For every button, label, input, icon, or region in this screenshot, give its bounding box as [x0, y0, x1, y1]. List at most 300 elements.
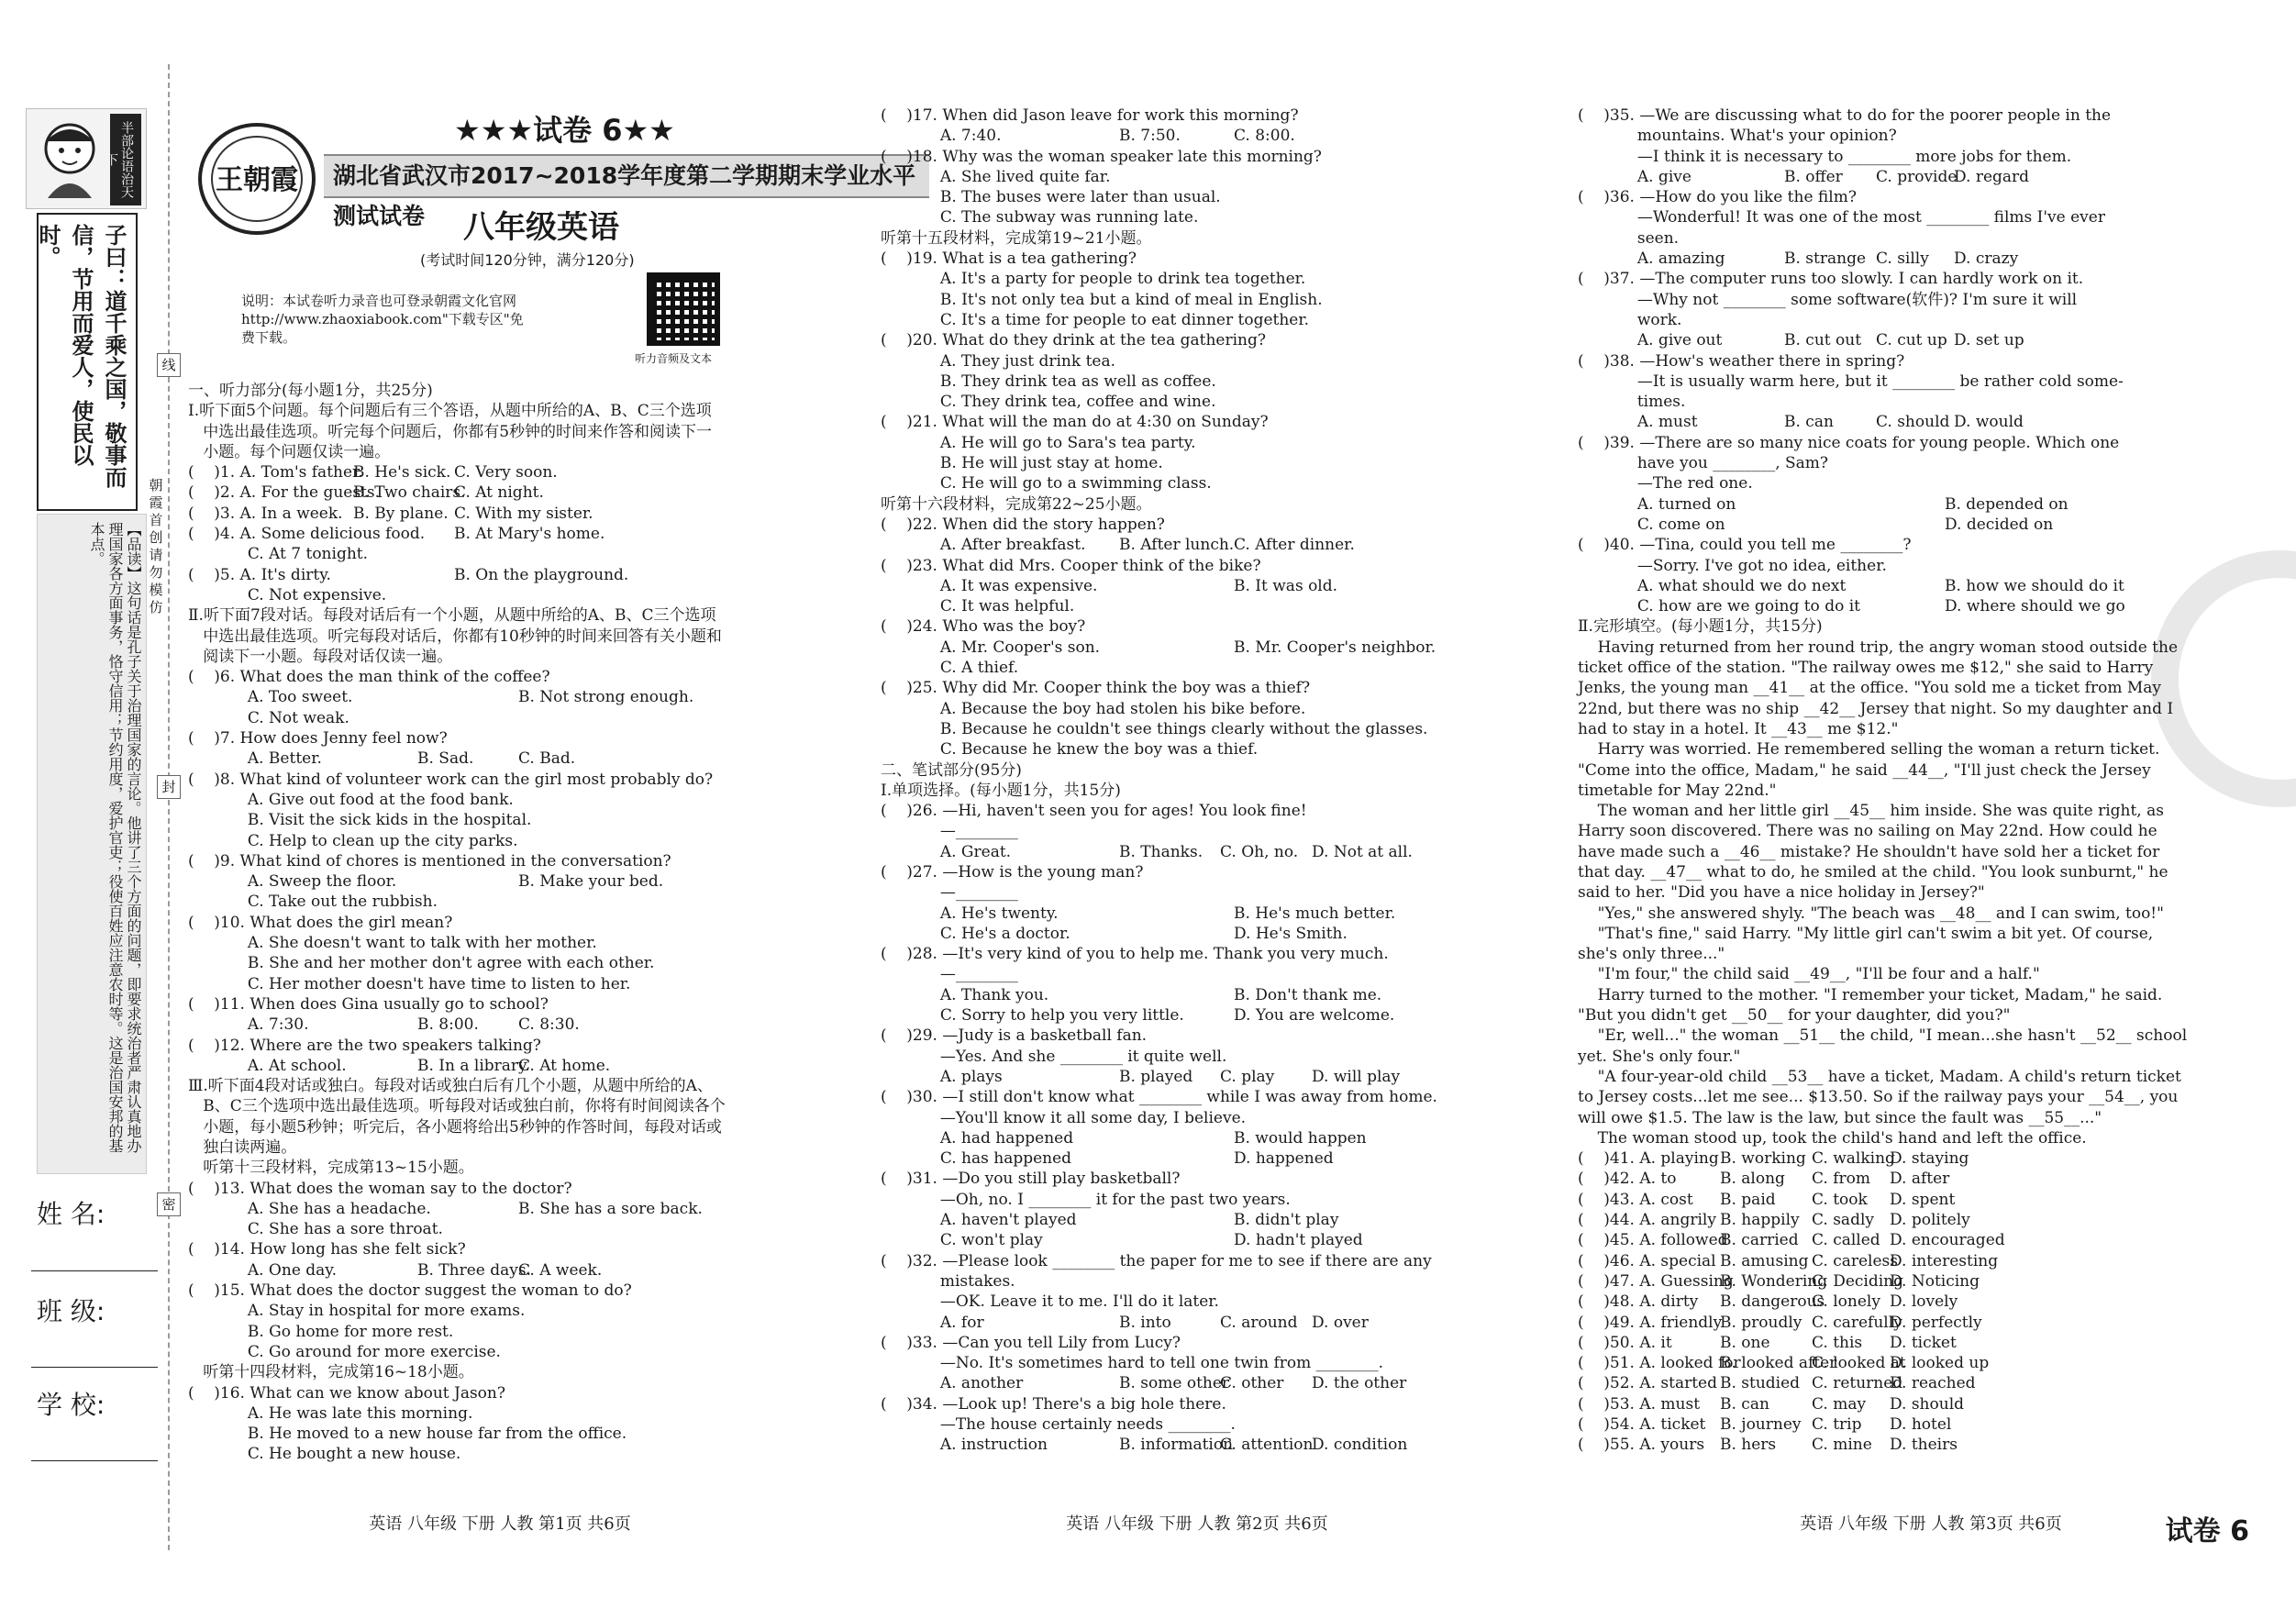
qr-code-icon[interactable]	[647, 272, 720, 346]
option-text: B. It was old.	[1234, 576, 1338, 595]
text-line	[881, 1394, 1514, 1414]
option-text: C. called	[1812, 1231, 1880, 1250]
confucius-cartoon-icon	[31, 114, 108, 202]
line-text: Ⅱ.完形填空。(每小题1分，共15分)	[1578, 617, 1823, 637]
line-text: C. He's a doctor.	[881, 924, 1070, 943]
exam-note	[241, 292, 608, 347]
option-text: D. interesting	[1890, 1251, 1999, 1270]
line-text: ( )25. Why did Mr. Cooper think the boy was a thief?	[881, 679, 1311, 698]
text-line	[1578, 453, 2284, 473]
option-text: B. carried	[1720, 1231, 1799, 1250]
option-text: D. crazy	[1954, 250, 2019, 269]
line-text: ( )51. A. looked for	[1578, 1354, 1741, 1373]
line-text: C. She has a sore throat.	[188, 1220, 443, 1239]
option-text: B. can	[1720, 1394, 1769, 1414]
text-line	[188, 401, 812, 421]
line-text: C. Not weak.	[188, 708, 349, 727]
text-line	[1578, 515, 2284, 535]
line-text: ( )2. A. For the guests.	[188, 483, 381, 503]
text-line	[1578, 944, 2284, 964]
text-line	[1578, 781, 2284, 801]
option-text: B. After lunch.	[1119, 536, 1235, 555]
line-text: A. Better.	[188, 749, 322, 769]
line-text: —I think it is necessary to ________ more jobs for them.	[1578, 147, 2072, 166]
option-text: D. set up	[1954, 331, 2024, 350]
option-text: D. reached	[1890, 1374, 1976, 1393]
text-line	[188, 1239, 812, 1259]
line-text: ( )38. —How's weather there in spring?	[1578, 351, 1905, 371]
sidebar-seal: 半部论语治天下	[110, 114, 141, 205]
line-text: ( )26. —Hi, haven't seen you for ages! You look fine!	[881, 802, 1307, 821]
page-2-footer: 英语 八年级 下册 人教 第2页 共6页	[1066, 1514, 1328, 1534]
name-label: 姓 名:	[37, 1199, 105, 1229]
option-text: B. would happen	[1234, 1128, 1367, 1148]
text-line	[1578, 269, 2284, 289]
text-line	[1578, 576, 2284, 596]
text-line	[881, 535, 1514, 555]
text-line	[1578, 330, 2284, 350]
option-text: D. looked up	[1890, 1354, 1990, 1373]
note-line: 费下载。	[241, 329, 297, 346]
option-text: C. should	[1876, 413, 1950, 432]
option-text: B. looked after	[1720, 1354, 1837, 1373]
line-text: Jenks, the young man __41__ at the office. "You sold me a ticket from May	[1578, 679, 2161, 698]
option-text: C. careless	[1812, 1251, 1898, 1270]
text-line	[881, 269, 1514, 289]
line-text: ( )43. A. cost	[1578, 1190, 1693, 1209]
page-3-questions	[1578, 105, 2284, 1456]
line-text: C. He bought a new house.	[188, 1445, 461, 1464]
text-line	[1578, 658, 2284, 678]
option-text: D. over	[1312, 1313, 1369, 1332]
line-text: 听第十三段材料，完成第13~15小题。	[188, 1159, 474, 1178]
page-1-footer: 英语 八年级 下册 人教 第1页 共6页	[369, 1514, 631, 1534]
line-text: that day. __47__ what to do, he smiled at the child. "You look sunburnt," he	[1578, 862, 2168, 882]
text-line	[188, 1403, 812, 1424]
text-line	[881, 1292, 1514, 1312]
option-text: D. lovely	[1890, 1292, 1958, 1312]
text-line	[1578, 985, 2284, 1005]
line-text: Ⅲ.听下面4段对话或独白。每段对话或独白后有几个小题，从题中所给的A、	[188, 1077, 713, 1096]
line-text: 阅读下一小题。每段对话仅读一遍。	[188, 647, 453, 666]
text-line	[188, 749, 812, 769]
line-text: mistakes.	[881, 1271, 1015, 1291]
line-text: 二、笔试部分(95分)	[881, 760, 1022, 780]
line-text: —You'll know it all some day, I believe.	[881, 1108, 1247, 1127]
line-text: C. Sorry to help you very little.	[881, 1006, 1184, 1026]
line-text: yet. She's only four."	[1578, 1047, 1741, 1066]
line-text: ( )19. What is a tea gathering?	[881, 250, 1137, 269]
text-line	[1578, 596, 2284, 616]
option-text: C. mine	[1812, 1436, 1872, 1455]
line-text: C. how are we going to do it	[1578, 597, 1860, 616]
name-blank[interactable]	[31, 1270, 158, 1271]
option-text: B. On the playground.	[454, 565, 629, 584]
text-line	[1578, 556, 2284, 576]
line-text: 小题。每个问题仅读一遍。	[188, 442, 391, 461]
text-line	[1578, 1148, 2284, 1169]
text-line	[881, 1067, 1514, 1087]
text-line	[188, 627, 812, 647]
text-line	[881, 1210, 1514, 1230]
option-text: B. information	[1119, 1436, 1234, 1455]
text-line	[1578, 433, 2284, 453]
line-text: A. They just drink tea.	[881, 351, 1115, 371]
text-line	[188, 851, 812, 871]
line-text: Ⅰ.单项选择。(每小题1分，共15分)	[881, 781, 1121, 800]
line-text: ( )23. What did Mrs. Cooper think of the bike?	[881, 556, 1261, 575]
option-text: D. happened	[1234, 1149, 1334, 1169]
text-line	[188, 790, 812, 810]
text-line	[1578, 924, 2284, 944]
line-text: ( )9. What kind of chores is mentioned in the conversation?	[188, 851, 671, 871]
line-text: A. It's a party for people to drink tea together.	[881, 270, 1306, 289]
text-line	[881, 412, 1514, 432]
line-text: A. Stay in hospital for more exams.	[188, 1302, 526, 1321]
text-line	[881, 556, 1514, 576]
page-2-questions	[881, 105, 1514, 1456]
line-text: —Yes. And she ________ it quite well.	[881, 1047, 1227, 1066]
text-line	[188, 831, 812, 851]
text-line	[188, 1015, 812, 1035]
line-text: C. Not expensive.	[188, 585, 387, 604]
text-line	[881, 882, 1514, 903]
option-text: D. the other	[1312, 1374, 1407, 1393]
text-line	[1578, 1333, 2284, 1353]
line-text: ( )21. What will the man do at 4:30 on Sunday?	[881, 413, 1269, 432]
option-text: B. 7:50.	[1119, 127, 1181, 146]
text-line	[1578, 105, 2284, 126]
line-text: A. He was late this morning.	[188, 1403, 473, 1423]
option-text: C. this	[1812, 1333, 1863, 1352]
option-text: C. Very soon.	[454, 463, 558, 482]
line-text: ( )5. A. It's dirty.	[188, 565, 331, 584]
line-text: A. After breakfast.	[881, 536, 1086, 555]
line-text: ( )4. A. Some delicious food.	[188, 525, 426, 544]
option-text: B. 8:00.	[417, 1015, 479, 1035]
text-line	[188, 913, 812, 933]
text-line	[881, 658, 1514, 678]
line-text: The woman and her little girl __45__ him inside. She was quite right, as	[1578, 802, 2164, 821]
text-line	[1578, 1210, 2284, 1230]
text-line	[881, 126, 1514, 146]
text-line	[1578, 1271, 2284, 1292]
line-text: C. Because he knew the boy was a thief.	[881, 740, 1259, 760]
line-text: Having returned from her round trip, the angry woman stood outside the	[1578, 638, 2179, 657]
paper-number: ★★★试卷 6★★	[454, 113, 675, 148]
line-text: timetable for May 22nd."	[1578, 781, 1777, 800]
text-line	[881, 616, 1514, 637]
option-text: B. into	[1119, 1313, 1171, 1332]
text-line	[188, 1117, 812, 1137]
line-text: A. Thank you.	[881, 985, 1049, 1004]
text-line	[881, 1190, 1514, 1210]
text-line	[881, 1005, 1514, 1026]
text-line	[881, 596, 1514, 616]
line-text: A. give	[1578, 167, 1691, 186]
line-text: B. The buses were later than usual.	[881, 188, 1221, 207]
text-line	[881, 638, 1514, 658]
option-text: B. dangerous	[1720, 1292, 1825, 1312]
text-line	[881, 739, 1514, 760]
line-text: ( )55. A. yours	[1578, 1436, 1705, 1455]
option-text: D. politely	[1890, 1211, 1970, 1230]
option-text: B. He's much better.	[1234, 904, 1396, 923]
line-text: ( )44. A. angrily	[1578, 1211, 1716, 1230]
class-blank[interactable]	[31, 1367, 158, 1368]
text-line	[188, 1444, 812, 1464]
line-text: A. She lived quite far.	[881, 167, 1111, 186]
line-text: ( )48. A. dirty	[1578, 1292, 1699, 1312]
text-line	[188, 953, 812, 973]
option-text: C. trip	[1812, 1415, 1862, 1434]
line-text: ( )39. —There are so many nice coats for young people. Which one	[1578, 433, 2120, 452]
text-line	[1578, 821, 2284, 841]
text-line	[881, 433, 1514, 453]
text-line	[188, 1301, 812, 1321]
line-text: A. Sweep the floor.	[188, 872, 397, 892]
line-text: ( )8. What kind of volunteer work can the girl most probably do?	[188, 770, 714, 789]
text-line	[881, 187, 1514, 207]
text-line	[1578, 126, 2284, 146]
line-text: 听第十六段材料，完成第22~25小题。	[881, 494, 1152, 514]
text-line	[1578, 801, 2284, 821]
line-text: —________	[881, 822, 1018, 841]
option-text: C. returned	[1812, 1374, 1903, 1393]
line-text: A. had happened	[881, 1128, 1074, 1148]
text-line	[1578, 372, 2284, 392]
line-text: ( )37. —The computer runs too slowly. I can hardly work on it.	[1578, 270, 2084, 289]
line-text: C. Help to clean up the city parks.	[188, 831, 518, 850]
confucius-quote: 子曰：道千乘之国，敬事而信，节用而爱人，使民以时。	[37, 213, 138, 511]
text-line	[881, 228, 1514, 249]
option-text: C. 8:00.	[1234, 127, 1295, 146]
option-text: C. 8:30.	[518, 1015, 580, 1035]
text-line	[188, 974, 812, 994]
option-text: B. She has a sore back.	[518, 1199, 703, 1218]
text-line	[881, 473, 1514, 494]
option-text: B. how we should do it	[1945, 576, 2124, 595]
line-text: A. must	[1578, 413, 1698, 432]
text-line	[1578, 842, 2284, 862]
text-line	[188, 810, 812, 830]
line-text: —________	[881, 965, 1018, 984]
option-text: B. Sad.	[417, 749, 474, 769]
text-line	[881, 1047, 1514, 1067]
line-text: ( )16. What can we know about Jason?	[188, 1383, 505, 1403]
text-line	[1578, 1230, 2284, 1250]
text-line	[881, 351, 1514, 372]
line-text: A. turned on	[1578, 494, 1736, 514]
text-line	[1578, 616, 2284, 637]
line-text: C. The subway was running late.	[881, 208, 1199, 227]
line-text: "But you didn't get __50__ for your daughter, did you?"	[1578, 1006, 2011, 1026]
line-text: —Wonderful! It was one of the most ________ films I've ever	[1578, 208, 2105, 227]
line-text: ticket office of the station. "The railway owes me $12," she said to Harry	[1578, 659, 2154, 678]
option-text: B. Mr. Cooper's neighbor.	[1234, 638, 1436, 657]
line-text: ( )10. What does the girl mean?	[188, 913, 453, 932]
text-line	[881, 1108, 1514, 1128]
option-text: D. after	[1890, 1170, 1950, 1189]
option-text: D. hadn't played	[1234, 1231, 1363, 1250]
text-line	[1578, 187, 2284, 207]
option-text: B. He's sick.	[353, 463, 451, 482]
text-line	[881, 1026, 1514, 1046]
option-text: C. other	[1220, 1374, 1284, 1393]
text-line	[1578, 739, 2284, 760]
line-text: —Sorry. I've got no idea, either.	[1578, 556, 1887, 575]
qr-caption: 听力音频及文本	[635, 352, 713, 365]
line-text: 小题，每小题5秒钟；听完后，各小题将给出5秒钟的作答时间，每段对话或	[188, 1117, 722, 1137]
page-title: 八年级英语	[463, 209, 619, 246]
text-line	[881, 1271, 1514, 1292]
text-line	[188, 1260, 812, 1281]
line-text: A. 7:40.	[881, 127, 1002, 146]
text-line	[1578, 1435, 2284, 1455]
text-line	[188, 1036, 812, 1056]
text-line	[881, 985, 1514, 1005]
option-text: C. At home.	[518, 1056, 611, 1075]
cut-mark-xian: 线	[157, 353, 181, 377]
line-text: C. A thief.	[881, 659, 1019, 678]
option-text: C. lonely	[1812, 1292, 1880, 1312]
text-line	[188, 1179, 812, 1199]
text-line	[881, 105, 1514, 126]
option-text: B. happily	[1720, 1211, 1800, 1230]
text-line	[188, 892, 812, 912]
line-text: ( )15. What does the doctor suggest the woman to do?	[188, 1281, 632, 1301]
option-text: D. spent	[1890, 1190, 1956, 1209]
line-text: B. He will just stay at home.	[881, 454, 1163, 473]
line-text: A. for	[881, 1313, 984, 1332]
text-line	[188, 1383, 812, 1403]
option-text: C. from	[1812, 1170, 1870, 1189]
line-text: 中选出最佳选项。听完每段对话后，你都有10秒钟的时间来回答有关小题和	[188, 627, 722, 646]
option-text: B. didn't play	[1234, 1211, 1339, 1230]
line-text: ( )6. What does the man think of the coffee?	[188, 668, 550, 687]
line-text: —The house certainly needs ________.	[881, 1415, 1236, 1434]
text-line	[188, 605, 812, 626]
option-text: C. may	[1812, 1394, 1867, 1414]
line-text: A. Because the boy had stolen his bike before.	[881, 699, 1306, 718]
line-text: Harry was worried. He remembered selling the woman a return ticket.	[1578, 740, 2160, 760]
text-line	[1578, 678, 2284, 698]
copyright-caption: 朝霞首创 请勿模仿	[149, 477, 163, 616]
text-line	[1578, 351, 2284, 372]
text-line	[188, 1076, 812, 1096]
binding-sidebar	[0, 0, 176, 1597]
line-text: she's only three..."	[1578, 945, 1725, 964]
line-text: 听第十五段材料，完成第19~21小题。	[881, 228, 1152, 248]
text-line	[881, 719, 1514, 739]
line-text: 中选出最佳选项。听完每个问题后，你都有5秒钟的时间来作答和阅读下一	[188, 422, 713, 441]
line-text: seen.	[1578, 228, 1680, 248]
line-text: ( )7. How does Jenny feel now?	[188, 729, 448, 749]
text-line	[188, 565, 812, 585]
option-text: C. looked at	[1812, 1354, 1906, 1373]
text-line	[881, 392, 1514, 412]
text-line	[188, 770, 812, 790]
option-text: D. theirs	[1890, 1436, 1958, 1455]
option-text: D. Noticing	[1890, 1271, 1980, 1291]
line-text: A. She doesn't want to talk with her mother.	[188, 934, 597, 953]
text-line	[881, 453, 1514, 473]
text-line	[188, 381, 812, 401]
line-text: ( )34. —Look up! There's a big hole there.	[881, 1394, 1226, 1414]
line-text: —OK. Leave it to me. I'll do it later.	[881, 1292, 1219, 1312]
option-text: C. With my sister.	[454, 504, 593, 523]
text-line	[188, 504, 812, 524]
text-line	[881, 699, 1514, 719]
option-text: C. Bad.	[518, 749, 576, 769]
line-text: B. Because he couldn't see things clearly without the glasses.	[881, 719, 1428, 738]
text-line	[881, 576, 1514, 596]
line-text: B. It's not only tea but a kind of meal in English.	[881, 290, 1323, 309]
text-line	[881, 862, 1514, 882]
school-blank[interactable]	[31, 1460, 158, 1461]
line-text: A. Mr. Cooper's son.	[881, 638, 1101, 657]
text-line	[1578, 1292, 2284, 1312]
text-line	[1578, 1313, 2284, 1333]
line-text: —Oh, no. I ________ it for the past two years.	[881, 1190, 1291, 1209]
text-line	[1578, 310, 2284, 330]
option-text: B. Wondering	[1720, 1271, 1828, 1291]
text-line	[881, 494, 1514, 515]
text-line	[1578, 1373, 2284, 1393]
text-line	[1578, 1251, 2284, 1271]
text-line	[881, 944, 1514, 964]
text-line	[881, 207, 1514, 227]
option-text: B. By plane.	[353, 504, 449, 523]
text-line	[1578, 882, 2284, 903]
option-text: B. paid	[1720, 1190, 1776, 1209]
text-line	[881, 1313, 1514, 1333]
cut-mark-feng: 封	[157, 775, 181, 799]
line-text: A. what should we do next	[1578, 576, 1847, 595]
text-line	[881, 801, 1514, 821]
option-text: D. decided on	[1945, 515, 2054, 534]
line-text: ( )13. What does the woman say to the doctor?	[188, 1179, 572, 1198]
line-text: ( )27. —How is the young man?	[881, 862, 1144, 882]
option-text: D. perfectly	[1890, 1313, 1982, 1332]
option-text: B. depended on	[1945, 494, 2069, 514]
option-text: D. where should we go	[1945, 597, 2125, 616]
text-line	[1578, 1169, 2284, 1189]
line-text: C. has happened	[881, 1149, 1072, 1169]
option-text: B. can	[1784, 413, 1834, 432]
text-line	[1578, 1005, 2284, 1026]
line-text: A. One day.	[188, 1260, 338, 1280]
option-text: B. cut out	[1784, 331, 1862, 350]
line-text: —Why not ________ some software(软件)? I'm sure it will	[1578, 290, 2078, 309]
option-text: C. A week.	[518, 1260, 603, 1280]
page-1-questions	[188, 381, 812, 1465]
option-text: C. carefully	[1812, 1313, 1902, 1332]
text-line	[1578, 1414, 2284, 1435]
text-line	[1578, 1047, 2284, 1067]
line-text: A. He will go to Sara's tea party.	[881, 433, 1196, 452]
line-text: The woman stood up, took the child's hand and left the office.	[1578, 1128, 2087, 1148]
line-text: C. come on	[1578, 515, 1725, 534]
text-line	[188, 544, 812, 564]
option-text: C. silly	[1876, 250, 1929, 269]
note-line: 说明：本试卷听力录音也可登录朝霞文化官网	[241, 293, 517, 309]
line-text: —It is usually warm here, but it ________ be rather cold some-	[1578, 372, 2124, 391]
line-text: 独白读两遍。	[188, 1137, 297, 1157]
option-text: D. encouraged	[1890, 1231, 2005, 1250]
text-line	[188, 667, 812, 687]
text-line	[881, 1251, 1514, 1271]
